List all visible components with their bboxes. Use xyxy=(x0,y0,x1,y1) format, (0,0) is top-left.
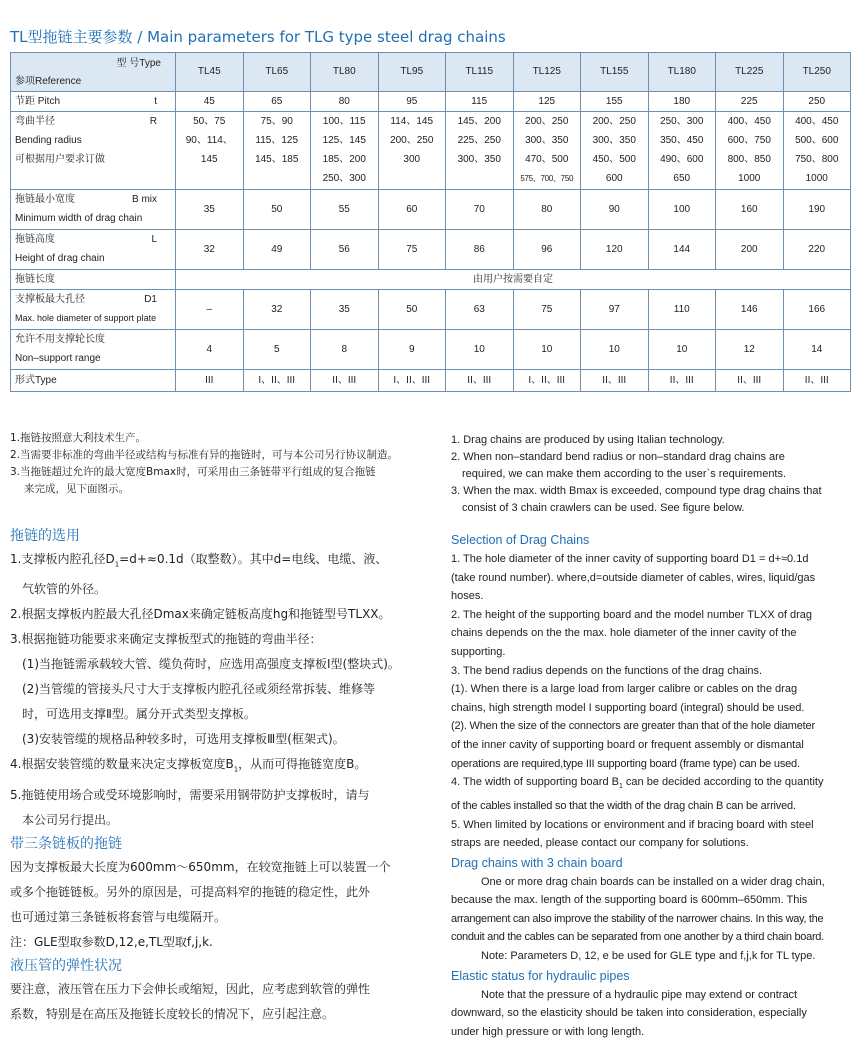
height-value: 120 xyxy=(581,230,649,270)
note-en-3: 3. When the max. width Bmax is exceeded, compound type drag chains that xyxy=(451,485,822,497)
pitch-value: 125 xyxy=(513,92,581,112)
note-cn-3-cont: 来完成，见下面图示。 xyxy=(24,483,129,495)
corner-type-label: 型 号Type xyxy=(116,58,161,69)
nonsupport-row xyxy=(11,330,851,370)
min-width-label: 拖链最小宽度 xyxy=(15,194,75,205)
hole-value: 63 xyxy=(446,290,514,330)
nonsupport-value: 10 xyxy=(581,330,649,370)
cn-item-4: 4.根据安装管缆的数量来决定支撑板宽度$B_1$，从而可得拖链宽度B。 xyxy=(10,757,367,774)
cn-item-3: 3.根据拖链功能要求来确定支撑板型式的拖链的弯曲半径： xyxy=(10,632,322,647)
height-value: 32 xyxy=(176,230,244,270)
en-three-chain-4: conduit and the cables can be separated from one another by a third chain board. xyxy=(451,931,824,944)
model-header: TL250 xyxy=(783,53,851,92)
model-header: TL125 xyxy=(513,53,581,92)
model-header: TL155 xyxy=(581,53,649,92)
type-label: 形式Type xyxy=(11,370,176,392)
en-body xyxy=(451,530,851,1041)
length-row xyxy=(11,270,851,290)
type-value: II、III xyxy=(648,370,716,392)
height-symbol: L xyxy=(151,234,157,245)
hole-value: 50 xyxy=(378,290,446,330)
height-label: 拖链高度 xyxy=(15,234,55,245)
model-header: TL225 xyxy=(716,53,784,92)
model-header: TL180 xyxy=(648,53,716,92)
type-value: I、II、III xyxy=(513,370,581,392)
en-line: 5. When limited by locations or environment and if bracing board with steel xyxy=(451,818,814,831)
hole-value: 97 xyxy=(581,290,649,330)
height-value: 96 xyxy=(513,230,581,270)
height-label-en: Height of drag chain xyxy=(15,253,105,264)
cn-three-chain-3: 也可通过第三条链板将套管与电缆隔开。 xyxy=(10,909,227,924)
en-line: (1). When there is a large load from larger calibre or cables on the drag xyxy=(451,683,798,696)
radius-label-note: 可根据用户要求订做 xyxy=(15,154,105,165)
cn-item-3b: (2)当管缆的管接头尺寸大于支撑板内腔孔径或须经常拆装、维修等 xyxy=(22,682,376,697)
pitch-value: 155 xyxy=(581,92,649,112)
notes-cn xyxy=(10,430,430,498)
min-width-value: 80 xyxy=(513,190,581,230)
en-line: hoses. xyxy=(451,590,484,603)
en-line: operations are required,type III supporting board (frame type) can be used. xyxy=(451,757,800,770)
nonsupport-value: 10 xyxy=(446,330,514,370)
pitch-label-cell xyxy=(11,92,176,112)
en-hydraulic-3: under high pressure or with long length. xyxy=(451,1025,645,1038)
radius-cell: 145、200 225、250 300、350 xyxy=(446,112,514,190)
length-label: 拖链长度 xyxy=(11,270,176,290)
pitch-value: 95 xyxy=(378,92,446,112)
en-line: 3. The bend radius depends on the functions of the drag chains. xyxy=(451,664,763,677)
note-cn-3: 3.当拖链超过允许的最大宽度Bmax时，可采用由三条链带平行组成的复合拖链 xyxy=(10,466,376,478)
radius-cell: 100、115 125、145 185、200 250、300 xyxy=(311,112,379,190)
type-value: II、III xyxy=(716,370,784,392)
height-value: 49 xyxy=(243,230,311,270)
type-value: I、II、III xyxy=(243,370,311,392)
en-line: chains, high strength model I supporting board (integral) should be used. xyxy=(451,701,805,714)
type-value: II、III xyxy=(581,370,649,392)
min-width-value: 90 xyxy=(581,190,649,230)
en-line: (take round number). where,d=outside diameter of cables, wires, liquid/gas xyxy=(451,571,816,584)
radius-row xyxy=(11,112,851,190)
pitch-value: 225 xyxy=(716,92,784,112)
table-corner-cell xyxy=(11,53,176,92)
pitch-value: 65 xyxy=(243,92,311,112)
type-value: III xyxy=(176,370,244,392)
radius-cell: 114、145 200、250 300 xyxy=(378,112,446,190)
height-value: 86 xyxy=(446,230,514,270)
pitch-value: 80 xyxy=(311,92,379,112)
model-header: TL95 xyxy=(378,53,446,92)
type-value: II、III xyxy=(311,370,379,392)
length-value: 由用户按需要自定 xyxy=(176,270,851,290)
cn-item-3c: (3)安装管缆的规格品种较多时，可选用支撑板Ⅲ型(框架式)。 xyxy=(22,732,345,747)
nonsupport-value: 10 xyxy=(648,330,716,370)
note-en-3-cont: consist of 3 chain crawlers can be used. See figure below. xyxy=(462,502,745,514)
nonsupport-value: 12 xyxy=(716,330,784,370)
type-value: I、II、III xyxy=(378,370,446,392)
nonsupport-value: 4 xyxy=(176,330,244,370)
note-cn-2: 2.当需要非标准的弯曲半径或结构与标准有异的拖链时，可与本公司另行协议制造。 xyxy=(10,449,399,461)
notes-en xyxy=(451,432,851,517)
radius-cell: 250、300 350、450 490、600 650 xyxy=(648,112,716,190)
en-line: of the inner cavity of supporting board or frequent assembly or dismantal xyxy=(451,738,804,751)
radius-label-cell xyxy=(11,112,176,190)
height-value: 200 xyxy=(716,230,784,270)
height-value: 75 xyxy=(378,230,446,270)
en-hydraulic-2: downward, so the elasticity should be taken into consideration, especially xyxy=(451,1007,807,1020)
parameters-table xyxy=(10,52,851,392)
model-header: TL65 xyxy=(243,53,311,92)
en-heading-three-chain: Drag chains with 3 chain board xyxy=(451,855,623,870)
cn-item-5-cont: 本公司另行提出。 xyxy=(22,812,119,827)
hole-label-cell xyxy=(11,290,176,330)
cn-hydraulic-2: 系数，特别是在高压及拖链长度较长的情况下，应引起注意。 xyxy=(10,1006,335,1021)
pitch-value: 250 xyxy=(783,92,851,112)
model-header: TL80 xyxy=(311,53,379,92)
cn-hydraulic-1: 要注意，液压管在压力下会伸长或缩短，因此，应考虑到软管的弹性 xyxy=(10,981,371,996)
min-width-value: 55 xyxy=(311,190,379,230)
note-en-1: 1. Drag chains are produced by using Italian technology. xyxy=(451,434,725,446)
type-row xyxy=(11,370,851,392)
radius-cell: 200、250 300、350 450、500 600 xyxy=(581,112,649,190)
height-row xyxy=(11,230,851,270)
nonsupport-value: 5 xyxy=(243,330,311,370)
cn-body xyxy=(10,525,430,1027)
nonsupport-label-en: Non–support range xyxy=(15,353,101,364)
cn-item-2: 2.根据支撑板内腔最大孔径Dmax来确定链板高度hg和拖链型号TLXX。 xyxy=(10,607,391,622)
type-value: II、III xyxy=(783,370,851,392)
min-width-value: 190 xyxy=(783,190,851,230)
radius-cell: 400、450 600、750 800、850 1000 xyxy=(716,112,784,190)
nonsupport-value: 10 xyxy=(513,330,581,370)
en-three-chain-note: Note: Parameters D, 12, e be used for GLE type and f,j,k for TL type. xyxy=(481,950,816,963)
en-line: (2). When the size of the connectors are greater than that of the hole diameter xyxy=(451,720,815,733)
nonsupport-label-cell xyxy=(11,330,176,370)
cn-heading-selection: 拖链的选用 xyxy=(10,528,80,544)
en-line: 2. The height of the supporting board and the model number TLXX of drag xyxy=(451,608,813,621)
min-width-value: 50 xyxy=(243,190,311,230)
cn-item-3b-cont: 时，可选用支撑Ⅱ型。属分开式类型支撑板。 xyxy=(22,707,256,722)
height-value: 220 xyxy=(783,230,851,270)
hole-value: 75 xyxy=(513,290,581,330)
en-line: straps are needed, please contact our company for solutions. xyxy=(451,837,749,850)
en-three-chain-3: arrangement can also improve the stability of the narrower chains. In this way, the xyxy=(451,912,824,925)
min-width-value: 70 xyxy=(446,190,514,230)
en-heading-hydraulic: Elastic status for hydraulic pipes xyxy=(451,968,630,983)
radius-label: 弯曲半径 xyxy=(15,116,55,127)
cn-three-chain-2: 或多个拖链链板。另外的原因是，可提高料窄的拖链的稳定性，此外 xyxy=(10,884,371,899)
type-value: II、III xyxy=(446,370,514,392)
en-three-chain-1: One or more drag chain boards can be installed on a wider drag chain, xyxy=(481,875,825,888)
cn-item-1-cont: 气软管的外径。 xyxy=(22,582,107,597)
note-cn-1: 1.拖链按照意大利技术生产。 xyxy=(10,432,147,444)
min-width-label-cell xyxy=(11,190,176,230)
en-three-chain-2: because the max. length of the supporting board is 600mm–650mm. This xyxy=(451,894,808,907)
nonsupport-value: 14 xyxy=(783,330,851,370)
en-line: chains depends on the the max. hole diameter of the inner cavity of the xyxy=(451,627,797,640)
min-width-value: 35 xyxy=(176,190,244,230)
page-title: TL型拖链主要参数 / Main parameters for TLG type steel drag chains xyxy=(10,28,506,46)
model-header: TL115 xyxy=(446,53,514,92)
pitch-value: 45 xyxy=(176,92,244,112)
radius-cell: 75、90 115、125 145、185 xyxy=(243,112,311,190)
min-width-value: 60 xyxy=(378,190,446,230)
radius-cell: 200、250 300、350 470、500 575、700、750 xyxy=(513,112,581,190)
min-width-row xyxy=(11,190,851,230)
nonsupport-value: 8 xyxy=(311,330,379,370)
cn-three-chain-1: 因为支撑板最大长度为600mm～650mm，在较宽拖链上可以装置一个 xyxy=(10,859,391,874)
note-en-2: 2. When non–standard bend radius or non–standard drag chains are xyxy=(451,451,785,463)
cn-item-3a: (1)当拖链需承载较大管、缆负荷时，应选用高强度支撑板Ⅰ型(整块式)。 xyxy=(22,657,400,672)
hole-value: – xyxy=(176,290,244,330)
nonsupport-value: 9 xyxy=(378,330,446,370)
pitch-value: 180 xyxy=(648,92,716,112)
min-width-label-en: Minimum width of drag chain xyxy=(15,213,143,224)
radius-cell: 400、450 500、600 750、800 1000 xyxy=(783,112,851,190)
hole-value: 35 xyxy=(311,290,379,330)
nonsupport-label: 允许不用支撑轮长度 xyxy=(15,334,105,345)
radius-cell: 50、75 90、114、 145 xyxy=(176,112,244,190)
en-line: 4. The width of supporting board $B_1$ can be decided according to the quantity xyxy=(451,776,824,791)
pitch-label: 节距 Pitch xyxy=(15,96,61,107)
height-value: 56 xyxy=(311,230,379,270)
hole-symbol: D1 xyxy=(144,294,157,305)
en-line: supporting. xyxy=(451,645,506,658)
en-hydraulic-1: Note that the pressure of a hydraulic pipe may extend or contract xyxy=(481,988,798,1001)
cn-three-chain-note: 注：GLE型取参数D,12,e,TL型取f,j,k. xyxy=(10,934,213,949)
hole-value: 146 xyxy=(716,290,784,330)
cn-heading-three-chain: 带三条链板的拖链 xyxy=(10,835,122,852)
pitch-value: 115 xyxy=(446,92,514,112)
height-value: 144 xyxy=(648,230,716,270)
min-width-value: 100 xyxy=(648,190,716,230)
table-header-row xyxy=(11,53,851,92)
cn-item-1: 1.支撑板内腔孔径$D_1=d+\approx 0.1d$（取整数）。其中d=电线、电缆、液、 xyxy=(10,552,388,569)
corner-reference-label: 参项Reference xyxy=(15,76,82,87)
hole-label-en: Max. hole diameter of support plate xyxy=(15,313,157,323)
pitch-row xyxy=(11,92,851,112)
en-line: of the cables installed so that the width of the drag chain B can be arrived. xyxy=(451,799,796,812)
hole-value: 166 xyxy=(783,290,851,330)
height-label-cell xyxy=(11,230,176,270)
min-width-value: 160 xyxy=(716,190,784,230)
radius-symbol: R xyxy=(149,116,157,127)
cn-item-5: 5.拖链使用场合或受环境影响时，需要采用钢带防护支撑板时，请与 xyxy=(10,787,370,802)
hole-row xyxy=(11,290,851,330)
radius-label-en: Bending radius xyxy=(15,135,82,146)
hole-value: 110 xyxy=(648,290,716,330)
model-header: TL45 xyxy=(176,53,244,92)
hole-value: 32 xyxy=(243,290,311,330)
en-line: 1. The hole diameter of the inner cavity of supporting board D1 = d+≈0.1d xyxy=(451,553,809,565)
hole-label: 支撑板最大孔径 xyxy=(15,294,85,305)
en-heading-selection: Selection of Drag Chains xyxy=(451,533,590,547)
cn-heading-hydraulic: 液压管的弹性状况 xyxy=(10,957,122,974)
pitch-symbol: t xyxy=(154,96,157,107)
note-en-2-cont: required, we can make them according to the user`s requirements. xyxy=(462,468,787,480)
min-width-symbol: B mix xyxy=(132,194,157,205)
